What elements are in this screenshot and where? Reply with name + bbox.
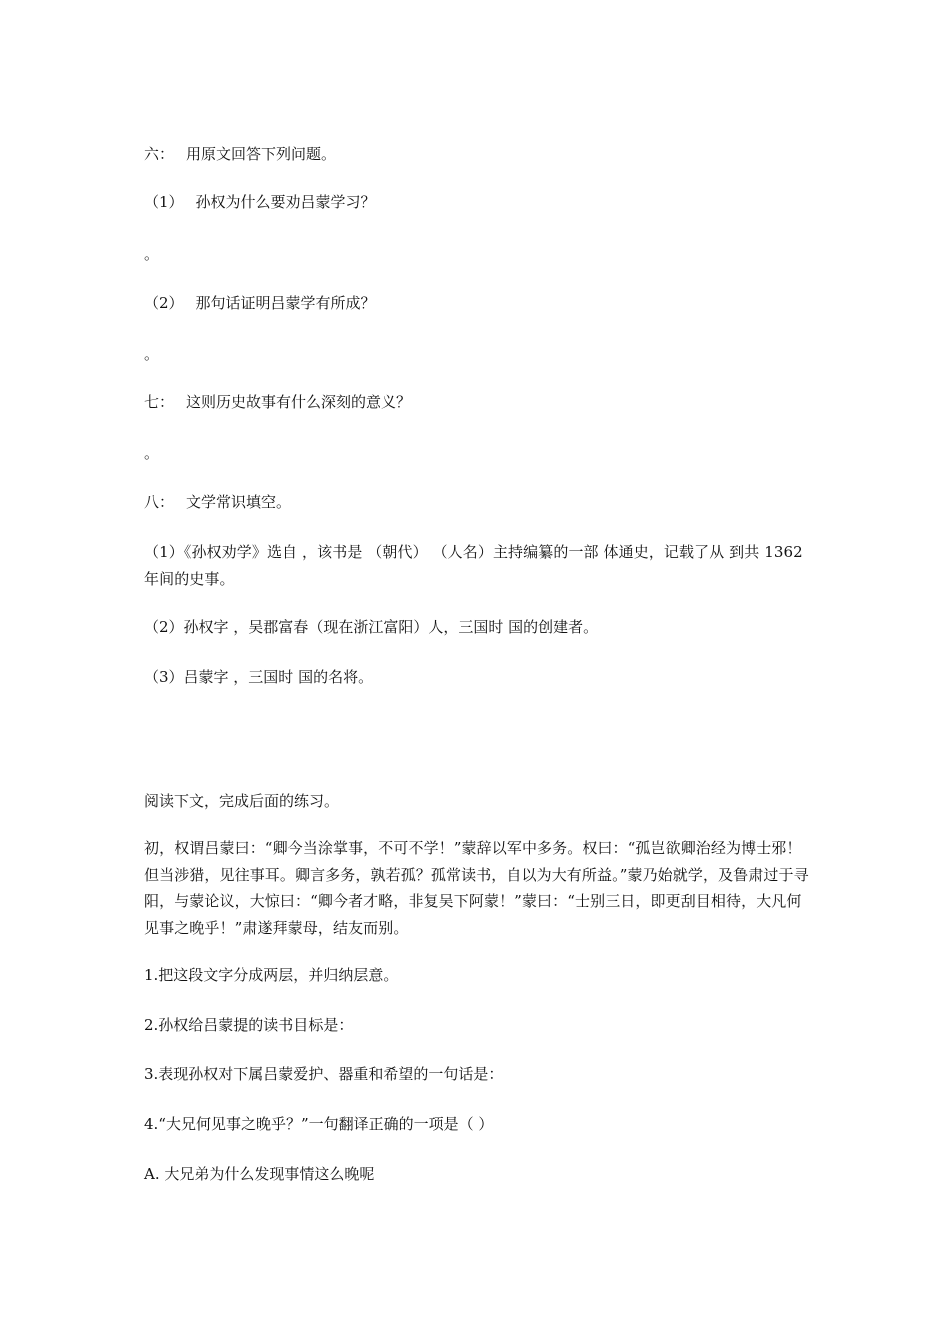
reading-passage: 初，权谓吕蒙曰：“卿今当涂掌事，不可不学！”蒙辞以军中多务。权曰：“孤岂欲卿治经为博士邪！但当涉猎，见往事耳。卿言多务，孰若孤？孤常读书，自以为大有所益。”蒙乃始就学，及鲁肃过于寻阳，与蒙论议，大惊曰：“卿今者才略，非复吴下阿蒙！”蒙曰：“士别三日，即更刮目相待，大凡何见事之晚乎！”肃遂拜蒙母，结友而别。 <box>144 839 809 937</box>
answer-6-2: 。 <box>144 345 160 363</box>
reading-question-1: 1.把这段文字分成两层，并归纳层意。 <box>144 966 399 984</box>
section-7-title: 这则历史故事有什么深刻的意义？ <box>186 393 412 411</box>
reading-question-4: 4.“大兄何见事之晚乎？”一句翻译正确的一项是（ ） <box>144 1115 494 1133</box>
section-6-number: 六： <box>144 145 175 163</box>
question-6-2-number: （2） <box>144 294 184 312</box>
question-6-1-number: （1） <box>144 193 184 211</box>
question-6-1 <box>144 189 814 215</box>
reading-question-3: 3.表现孙权对下属吕蒙爱护、器重和希望的一句话是： <box>144 1065 504 1083</box>
section-7-heading <box>144 389 814 415</box>
question-6-1-text: 孙权为什么要劝吕蒙学习？ <box>195 193 376 211</box>
answer-7: 。 <box>144 444 160 462</box>
section-6-heading <box>144 141 814 167</box>
reading-intro: 阅读下文，完成后面的练习。 <box>144 792 340 810</box>
section-7-number: 七： <box>144 393 175 411</box>
fill-blank-item-3: （3）吕蒙字 ，三国时 国的名将。 <box>144 668 374 686</box>
fill-blank-item-2: （2）孙权字 ，吴郡富春（现在浙江富阳）人，三国时 国的创建者。 <box>144 618 599 636</box>
reading-option-a: A. 大兄弟为什么发现事情这么晚呢 <box>144 1165 375 1183</box>
question-6-2 <box>144 290 814 316</box>
question-6-2-text: 那句话证明吕蒙学有所成？ <box>195 294 376 312</box>
section-8-heading <box>144 489 814 515</box>
answer-6-1: 。 <box>144 245 160 263</box>
reading-question-2: 2.孙权给吕蒙提的读书目标是： <box>144 1016 354 1034</box>
section-6-title: 用原文回答下列问题。 <box>186 145 337 163</box>
fill-blank-item-1: （1）《孙权劝学》选自 ，该书是 （朝代） （人名）主持编纂的一部 体通史，记载了从 到共 1362 年间的史事。 <box>144 543 803 588</box>
section-8-title: 文学常识填空。 <box>186 493 292 511</box>
section-8-number: 八： <box>144 493 175 511</box>
